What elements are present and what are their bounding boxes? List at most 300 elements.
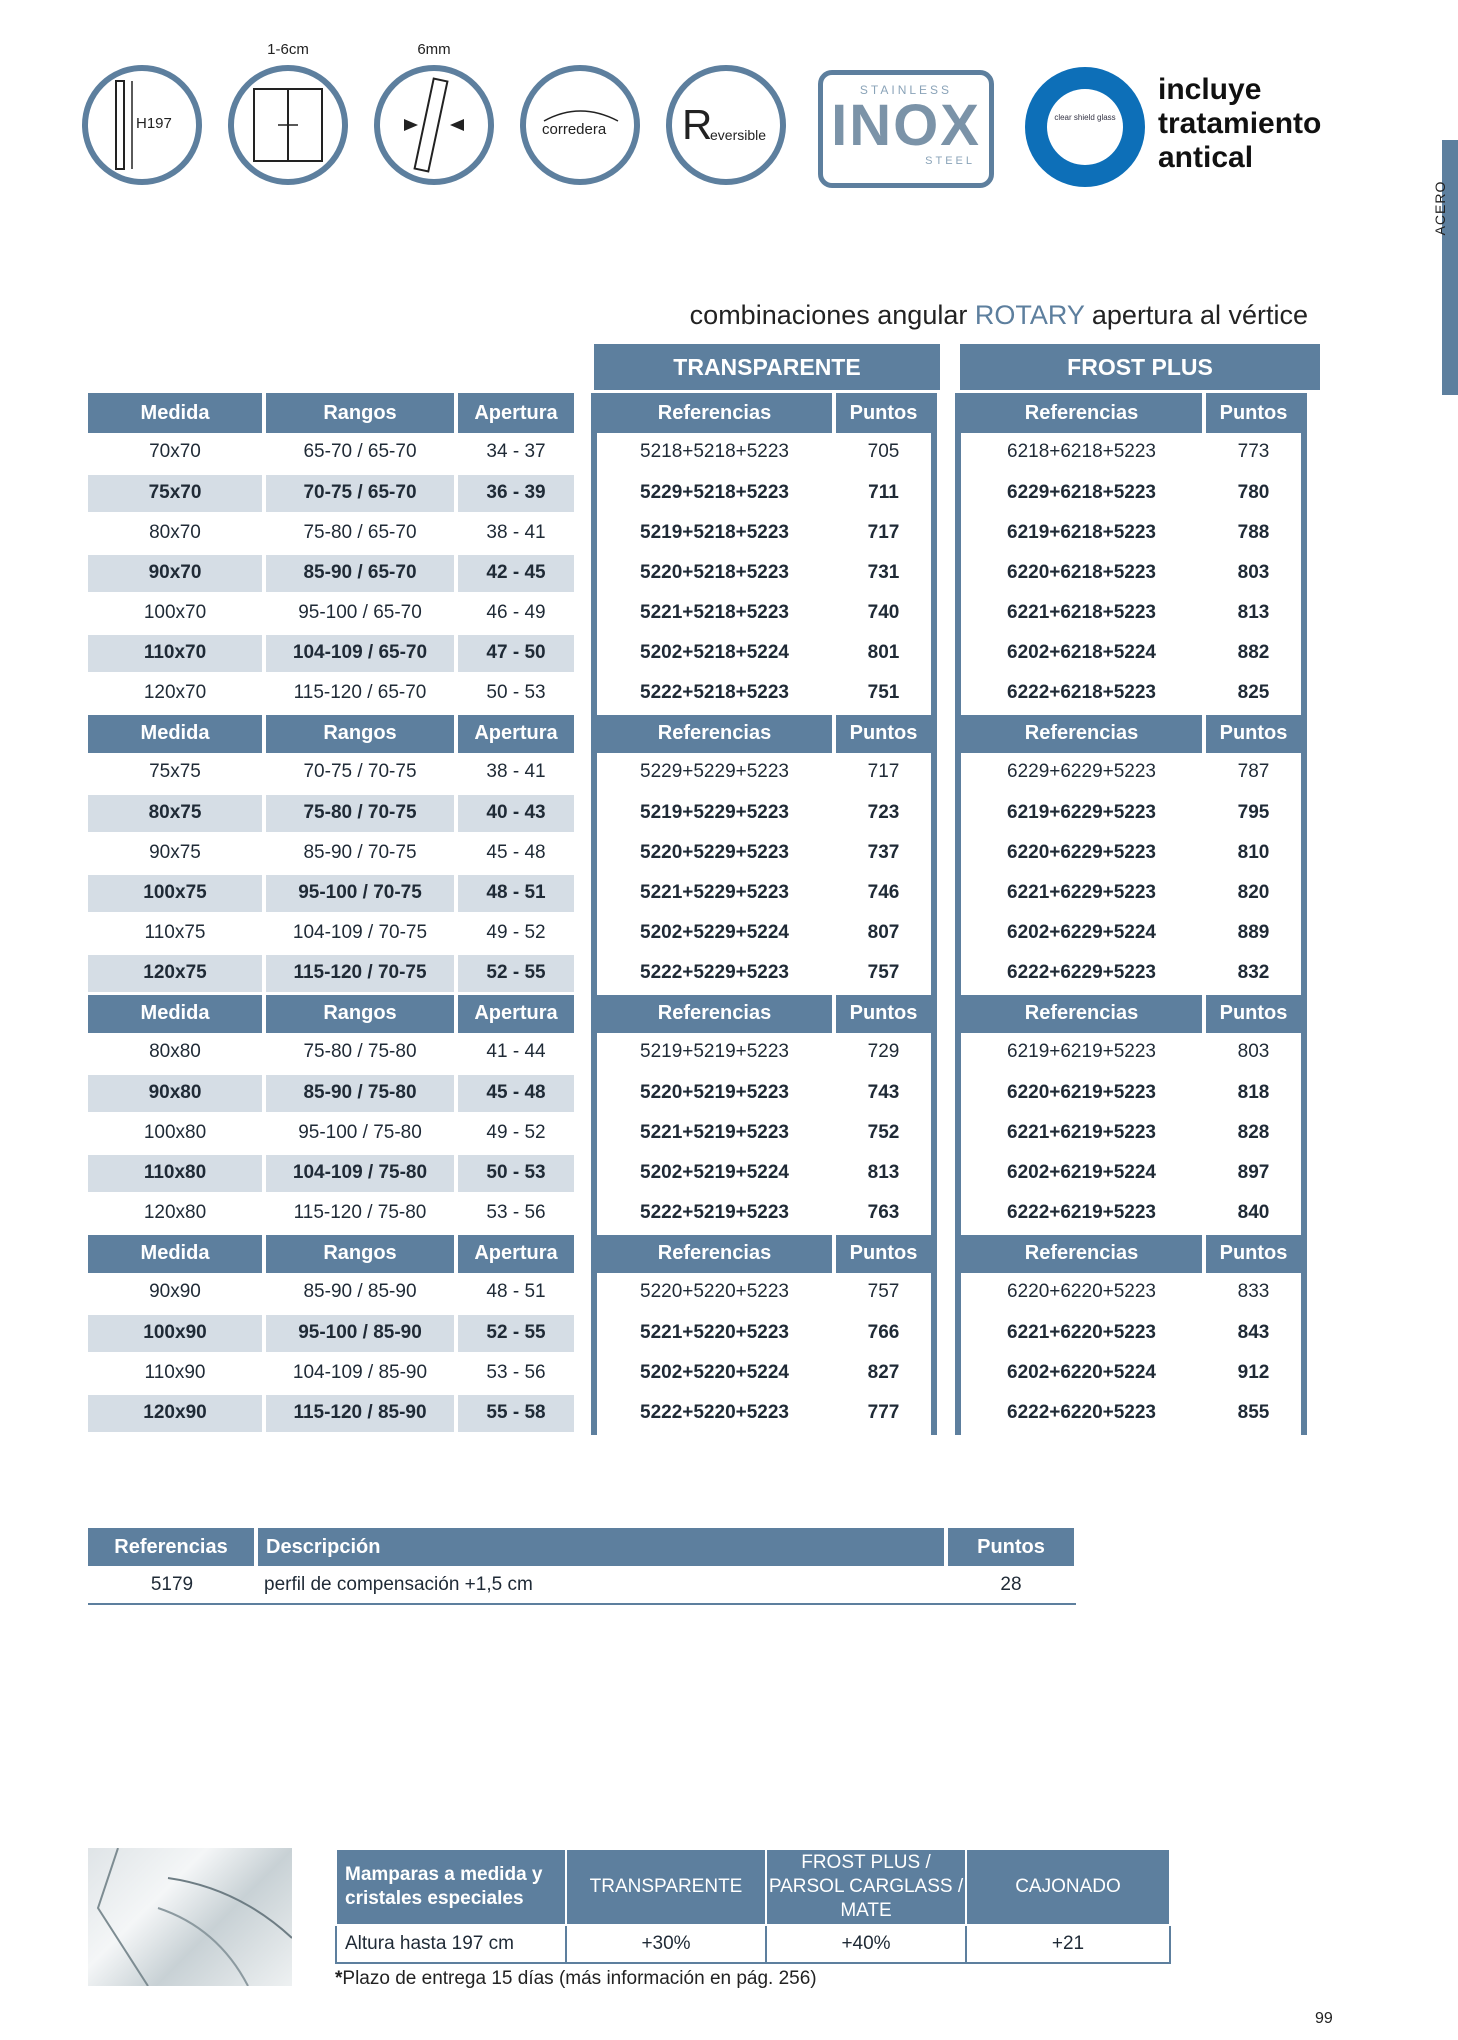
- cell-ref-frost: 6202+6220+5224: [958, 1353, 1204, 1393]
- note-text: Plazo de entrega 15 días (más información en pág. 256): [342, 1968, 817, 1989]
- cell-rangos: 95-100 / 75-80: [264, 1113, 456, 1153]
- cell-apertura: 36 - 39: [456, 473, 576, 513]
- cell-ref-transparente: 5219+5219+5223: [594, 1033, 834, 1073]
- cell-ref-frost: 6220+6220+5223: [958, 1273, 1204, 1313]
- cell-puntos-transparente: 763: [834, 1193, 934, 1233]
- cell-medida: 80x70: [88, 513, 264, 553]
- cell-puntos-transparente: 813: [834, 1153, 934, 1193]
- cell-puntos-transparente: 746: [834, 873, 934, 913]
- cell-ref-frost: 6219+6219+5223: [958, 1033, 1204, 1073]
- cell-apertura: 48 - 51: [456, 1273, 576, 1313]
- cell-rangos: 115-120 / 85-90: [264, 1393, 456, 1433]
- cell-ref-frost: 6220+6229+5223: [958, 833, 1204, 873]
- table-row: [88, 793, 1304, 833]
- spec-cell-3: +21: [966, 1925, 1170, 1963]
- cell-medida: 100x70: [88, 593, 264, 633]
- cell-apertura: 45 - 48: [456, 833, 576, 873]
- column-gap: [576, 1393, 594, 1433]
- table-row: [88, 433, 1304, 473]
- cell-puntos-frost: 803: [1204, 553, 1304, 593]
- spec-cell-1: +30%: [566, 1925, 766, 1963]
- title-highlight: ROTARY: [974, 300, 1085, 330]
- table-row: [88, 1393, 1304, 1433]
- table-row: [88, 1073, 1304, 1113]
- table-row: [88, 673, 1304, 713]
- inox-top-text: STAINLESS: [859, 83, 953, 97]
- cell-rangos: 115-120 / 65-70: [264, 673, 456, 713]
- antical-badge-icon: [1025, 67, 1145, 187]
- cell-rangos: 115-120 / 70-75: [264, 953, 456, 993]
- column-gap: [576, 1033, 594, 1073]
- cell-medida: 120x80: [88, 1193, 264, 1233]
- glass-photo-glyph: [88, 1848, 292, 1986]
- column-gap: [934, 513, 958, 553]
- column-gap: [576, 993, 594, 1033]
- cell-apertura: 55 - 58: [456, 1393, 576, 1433]
- extra-ref: 5179: [88, 1566, 256, 1604]
- column-gap: [934, 713, 958, 753]
- cell-ref-frost: 6219+6218+5223: [958, 513, 1204, 553]
- column-gap: [934, 1153, 958, 1193]
- cell-puntos-frost: 832: [1204, 953, 1304, 993]
- table-row: [88, 1193, 1304, 1233]
- antical-line-1: incluye: [1158, 73, 1262, 106]
- cell-puntos-transparente: 757: [834, 953, 934, 993]
- cell-apertura: 47 - 50: [456, 633, 576, 673]
- cell-puntos-frost: 810: [1204, 833, 1304, 873]
- column-gap: [576, 1233, 594, 1273]
- cell-puntos-frost: 820: [1204, 873, 1304, 913]
- cell-ref-transparente: 5221+5218+5223: [594, 593, 834, 633]
- cell-medida: 110x75: [88, 913, 264, 953]
- cell-ref-transparente: 5202+5229+5224: [594, 913, 834, 953]
- cell-medida: 70x70: [88, 433, 264, 473]
- column-gap: [576, 1353, 594, 1393]
- extra-header-points: Puntos: [946, 1528, 1076, 1566]
- header-puntos-transparente: Puntos: [834, 993, 934, 1033]
- cell-puntos-frost: 897: [1204, 1153, 1304, 1193]
- cell-apertura: 50 - 53: [456, 1153, 576, 1193]
- sliding-icon: [520, 65, 640, 185]
- title-suffix: apertura al vértice: [1084, 300, 1308, 330]
- cell-ref-transparente: 5220+5219+5223: [594, 1073, 834, 1113]
- title-prefix: combinaciones angular: [689, 300, 975, 330]
- cell-rangos: 95-100 / 70-75: [264, 873, 456, 913]
- panel-range-glyph: [234, 71, 342, 179]
- spec-header-1: TRANSPARENTE: [566, 1849, 766, 1925]
- product-photo: [88, 1848, 292, 1986]
- antical-line-3: antical: [1158, 141, 1254, 174]
- extra-header-ref: Referencias: [88, 1528, 256, 1566]
- cell-puntos-frost: 825: [1204, 673, 1304, 713]
- header-puntos-frost: Puntos: [1204, 993, 1304, 1033]
- cell-medida: 90x75: [88, 833, 264, 873]
- column-gap: [934, 593, 958, 633]
- column-gap: [934, 1113, 958, 1153]
- cell-ref-frost: 6222+6229+5223: [958, 953, 1204, 993]
- cell-ref-frost: 6222+6219+5223: [958, 1193, 1204, 1233]
- header-puntos-transparente: Puntos: [834, 1233, 934, 1273]
- column-gap: [576, 1193, 594, 1233]
- cell-ref-transparente: 5221+5229+5223: [594, 873, 834, 913]
- cell-puntos-frost: 840: [1204, 1193, 1304, 1233]
- glass-thickness-icon: [374, 41, 494, 185]
- range-icon: [228, 41, 348, 185]
- cell-puntos-transparente: 751: [834, 673, 934, 713]
- cell-rangos: 104-109 / 70-75: [264, 913, 456, 953]
- column-gap: [934, 473, 958, 513]
- cell-rangos: 95-100 / 85-90: [264, 1313, 456, 1353]
- cell-ref-frost: 6229+6218+5223: [958, 473, 1204, 513]
- table-row: [88, 953, 1304, 993]
- column-gap: [934, 793, 958, 833]
- cell-rangos: 85-90 / 75-80: [264, 1073, 456, 1113]
- inox-main-text: INOX: [831, 93, 981, 158]
- extra-points: 28: [946, 1566, 1076, 1604]
- cell-apertura: 52 - 55: [456, 953, 576, 993]
- cell-apertura: 49 - 52: [456, 1113, 576, 1153]
- cell-medida: 110x80: [88, 1153, 264, 1193]
- column-gap: [934, 1313, 958, 1353]
- cell-puntos-transparente: 731: [834, 553, 934, 593]
- cell-ref-transparente: 5219+5218+5223: [594, 513, 834, 553]
- cell-ref-frost: 6220+6219+5223: [958, 1073, 1204, 1113]
- cell-apertura: 40 - 43: [456, 793, 576, 833]
- column-gap: [934, 673, 958, 713]
- cell-puntos-transparente: 711: [834, 473, 934, 513]
- column-gap: [934, 553, 958, 593]
- cell-puntos-frost: 787: [1204, 753, 1304, 793]
- cell-ref-transparente: 5229+5218+5223: [594, 473, 834, 513]
- reversible-label: eversible: [710, 127, 767, 143]
- column-gap: [934, 393, 958, 433]
- cell-rangos: 104-109 / 65-70: [264, 633, 456, 673]
- table-row: [88, 1033, 1304, 1073]
- cell-rangos: 70-75 / 65-70: [264, 473, 456, 513]
- extra-desc: perfil de compensación +1,5 cm: [256, 1566, 946, 1604]
- cell-puntos-frost: 773: [1204, 433, 1304, 473]
- cell-rangos: 75-80 / 65-70: [264, 513, 456, 553]
- cell-ref-frost: 6219+6229+5223: [958, 793, 1204, 833]
- header-referencias-transparente: Referencias: [594, 393, 834, 433]
- header-apertura: Apertura: [456, 393, 576, 433]
- cell-rangos: 85-90 / 85-90: [264, 1273, 456, 1313]
- cell-puntos-transparente: 740: [834, 593, 934, 633]
- note-star: *: [335, 1968, 343, 1989]
- header-referencias-transparente: Referencias: [594, 993, 834, 1033]
- side-tab-label: ACERO: [1432, 180, 1448, 236]
- cell-ref-frost: 6229+6229+5223: [958, 753, 1204, 793]
- cell-puntos-frost: 833: [1204, 1273, 1304, 1313]
- cell-medida: 120x70: [88, 673, 264, 713]
- section-title: [690, 300, 1308, 331]
- column-gap: [934, 1033, 958, 1073]
- cell-ref-frost: 6221+6220+5223: [958, 1313, 1204, 1353]
- column-gap: [934, 633, 958, 673]
- cell-puntos-transparente: 807: [834, 913, 934, 953]
- cell-medida: 110x70: [88, 633, 264, 673]
- column-gap: [934, 833, 958, 873]
- column-gap: [934, 1273, 958, 1313]
- cell-puntos-frost: 818: [1204, 1073, 1304, 1113]
- cell-medida: 100x80: [88, 1113, 264, 1153]
- range-label: 1-6cm: [267, 41, 309, 58]
- header-referencias-frost: Referencias: [958, 993, 1204, 1033]
- header-puntos-frost: Puntos: [1204, 393, 1304, 433]
- cell-puntos-transparente: 827: [834, 1353, 934, 1393]
- inox-badge: [818, 70, 994, 188]
- glass-label: 6mm: [417, 41, 451, 58]
- cell-apertura: 41 - 44: [456, 1033, 576, 1073]
- cell-puntos-frost: 828: [1204, 1113, 1304, 1153]
- column-gap: [576, 393, 594, 433]
- cell-puntos-frost: 855: [1204, 1393, 1304, 1433]
- cell-puntos-transparente: 723: [834, 793, 934, 833]
- reversible-initial: R: [682, 101, 713, 148]
- header-referencias-transparente: Referencias: [594, 1233, 834, 1273]
- column-gap: [576, 473, 594, 513]
- column-gap: [934, 433, 958, 473]
- cell-ref-transparente: 5222+5220+5223: [594, 1393, 834, 1433]
- column-gap: [934, 1353, 958, 1393]
- table-header-row: [88, 993, 1304, 1033]
- spec-header-2: FROST PLUS / PARSOL CARGLASS / MATE: [766, 1849, 966, 1925]
- cell-puntos-transparente: 777: [834, 1393, 934, 1433]
- cell-medida: 110x90: [88, 1353, 264, 1393]
- column-gap: [576, 873, 594, 913]
- column-gap: [576, 633, 594, 673]
- table-row: [88, 1153, 1304, 1193]
- cell-apertura: 46 - 49: [456, 593, 576, 633]
- table-row: [88, 473, 1304, 513]
- column-gap: [934, 1233, 958, 1273]
- header-medida: Medida: [88, 713, 264, 753]
- sliding-label: corredera: [542, 121, 607, 138]
- cell-ref-transparente: 5202+5220+5224: [594, 1353, 834, 1393]
- header-referencias-transparente: Referencias: [594, 713, 834, 753]
- column-gap: [934, 993, 958, 1033]
- cell-puntos-transparente: 717: [834, 513, 934, 553]
- column-gap: [576, 1073, 594, 1113]
- cell-puntos-transparente: 757: [834, 1273, 934, 1313]
- header-apertura: Apertura: [456, 1233, 576, 1273]
- cell-puntos-frost: 795: [1204, 793, 1304, 833]
- table-header-row: [88, 713, 1304, 753]
- table-header-row: [88, 1233, 1304, 1273]
- column-gap: [576, 913, 594, 953]
- cell-puntos-transparente: 729: [834, 1033, 934, 1073]
- cell-apertura: 53 - 56: [456, 1193, 576, 1233]
- header-medida: Medida: [88, 393, 264, 433]
- accessories-table: [88, 1528, 1078, 1605]
- delivery-note: [335, 1968, 817, 1990]
- cell-ref-transparente: 5219+5229+5223: [594, 793, 834, 833]
- table-row: [88, 553, 1304, 593]
- column-gap: [576, 713, 594, 753]
- cell-medida: 90x80: [88, 1073, 264, 1113]
- page-number: 99: [1315, 2010, 1333, 2027]
- cell-puntos-transparente: 766: [834, 1313, 934, 1353]
- column-gap: [934, 753, 958, 793]
- height-icon: [82, 65, 202, 185]
- height-label: H197: [136, 115, 172, 132]
- cell-rangos: 104-109 / 75-80: [264, 1153, 456, 1193]
- table-row: [88, 913, 1304, 953]
- table-row: [88, 1313, 1304, 1353]
- cell-apertura: 49 - 52: [456, 913, 576, 953]
- column-gap: [934, 873, 958, 913]
- column-gap: [576, 593, 594, 633]
- cell-ref-frost: 6221+6218+5223: [958, 593, 1204, 633]
- custom-size-table: [335, 1848, 1171, 1964]
- header-rangos: Rangos: [264, 1233, 456, 1273]
- cell-ref-frost: 6202+6229+5224: [958, 913, 1204, 953]
- cell-apertura: 52 - 55: [456, 1313, 576, 1353]
- table-row: [88, 513, 1304, 553]
- column-gap: [934, 1393, 958, 1433]
- cell-puntos-frost: 813: [1204, 593, 1304, 633]
- cell-puntos-transparente: 737: [834, 833, 934, 873]
- cell-ref-transparente: 5220+5220+5223: [594, 1273, 834, 1313]
- cell-ref-frost: 6222+6218+5223: [958, 673, 1204, 713]
- cell-medida: 80x80: [88, 1033, 264, 1073]
- cell-ref-transparente: 5202+5218+5224: [594, 633, 834, 673]
- cell-puntos-frost: 882: [1204, 633, 1304, 673]
- cell-medida: 120x75: [88, 953, 264, 993]
- cell-rangos: 75-80 / 70-75: [264, 793, 456, 833]
- header-rangos: Rangos: [264, 993, 456, 1033]
- header-medida: Medida: [88, 993, 264, 1033]
- column-gap: [576, 953, 594, 993]
- cell-rangos: 115-120 / 75-80: [264, 1193, 456, 1233]
- column-gap: [576, 753, 594, 793]
- cell-ref-transparente: 5222+5219+5223: [594, 1193, 834, 1233]
- spec-header-0: Mamparas a medida y cristales especiales: [336, 1849, 566, 1925]
- cell-medida: 90x90: [88, 1273, 264, 1313]
- table-row: [88, 1353, 1304, 1393]
- column-gap: [934, 1073, 958, 1113]
- cell-puntos-frost: 843: [1204, 1313, 1304, 1353]
- cell-apertura: 50 - 53: [456, 673, 576, 713]
- cell-apertura: 38 - 41: [456, 513, 576, 553]
- header-puntos-frost: Puntos: [1204, 1233, 1304, 1273]
- cell-puntos-frost: 780: [1204, 473, 1304, 513]
- table-row: [88, 633, 1304, 673]
- cell-ref-transparente: 5221+5220+5223: [594, 1313, 834, 1353]
- cell-medida: 100x75: [88, 873, 264, 913]
- column-gap: [576, 553, 594, 593]
- cell-ref-frost: 6202+6218+5224: [958, 633, 1204, 673]
- cell-ref-frost: 6221+6219+5223: [958, 1113, 1204, 1153]
- cell-ref-transparente: 5221+5219+5223: [594, 1113, 834, 1153]
- cell-ref-transparente: 5222+5229+5223: [594, 953, 834, 993]
- column-gap: [576, 1313, 594, 1353]
- table-header-row: [88, 393, 1304, 433]
- table-row: [88, 873, 1304, 913]
- cell-ref-frost: 6222+6220+5223: [958, 1393, 1204, 1433]
- header-rangos: Rangos: [264, 393, 456, 433]
- column-gap: [934, 1193, 958, 1233]
- header-rangos: Rangos: [264, 713, 456, 753]
- cell-ref-transparente: 5218+5218+5223: [594, 433, 834, 473]
- cell-rangos: 75-80 / 75-80: [264, 1033, 456, 1073]
- table-row: [88, 753, 1304, 793]
- spec-cell-0: Altura hasta 197 cm: [336, 1925, 566, 1963]
- antical-text: [1158, 73, 1321, 175]
- cell-apertura: 34 - 37: [456, 433, 576, 473]
- header-apertura: Apertura: [456, 713, 576, 753]
- cell-ref-frost: 6221+6229+5223: [958, 873, 1204, 913]
- cell-ref-frost: 6220+6218+5223: [958, 553, 1204, 593]
- header-referencias-frost: Referencias: [958, 713, 1204, 753]
- extra-header-desc: Descripción: [256, 1528, 946, 1566]
- header-puntos-transparente: Puntos: [834, 713, 934, 753]
- cell-puntos-transparente: 752: [834, 1113, 934, 1153]
- header-referencias-frost: Referencias: [958, 1233, 1204, 1273]
- column-gap: [576, 1113, 594, 1153]
- cell-apertura: 42 - 45: [456, 553, 576, 593]
- table-row: [88, 593, 1304, 633]
- table-row: [88, 1273, 1304, 1313]
- header-apertura: Apertura: [456, 993, 576, 1033]
- column-gap: [576, 793, 594, 833]
- cell-apertura: 53 - 56: [456, 1353, 576, 1393]
- header-referencias-frost: Referencias: [958, 393, 1204, 433]
- cell-ref-frost: 6202+6219+5224: [958, 1153, 1204, 1193]
- cell-ref-transparente: 5220+5218+5223: [594, 553, 834, 593]
- reversible-icon: [666, 65, 786, 185]
- cell-puntos-transparente: 705: [834, 433, 934, 473]
- cell-ref-transparente: 5222+5218+5223: [594, 673, 834, 713]
- group-header-transparente: TRANSPARENTE: [594, 344, 940, 390]
- column-gap: [576, 833, 594, 873]
- cell-rangos: 85-90 / 65-70: [264, 553, 456, 593]
- cell-ref-frost: 6218+6218+5223: [958, 433, 1204, 473]
- table-row: [88, 1113, 1304, 1153]
- cell-rangos: 85-90 / 70-75: [264, 833, 456, 873]
- column-gap: [576, 1273, 594, 1313]
- column-gap: [576, 513, 594, 553]
- combinations-table: [88, 393, 1307, 1435]
- cell-puntos-transparente: 801: [834, 633, 934, 673]
- cell-puntos-frost: 912: [1204, 1353, 1304, 1393]
- glass-glyph: [380, 71, 488, 179]
- cell-rangos: 65-70 / 65-70: [264, 433, 456, 473]
- cell-puntos-transparente: 743: [834, 1073, 934, 1113]
- cell-ref-transparente: 5229+5229+5223: [594, 753, 834, 793]
- column-gap: [576, 433, 594, 473]
- column-gap: [576, 673, 594, 713]
- spec-cell-2: +40%: [766, 1925, 966, 1963]
- header-puntos-frost: Puntos: [1204, 713, 1304, 753]
- header-medida: Medida: [88, 1233, 264, 1273]
- antical-badge-text: clear shield glass: [1047, 89, 1123, 165]
- column-gap: [576, 1153, 594, 1193]
- cell-ref-transparente: 5202+5219+5224: [594, 1153, 834, 1193]
- cell-medida: 75x70: [88, 473, 264, 513]
- cell-medida: 75x75: [88, 753, 264, 793]
- cell-puntos-frost: 889: [1204, 913, 1304, 953]
- cell-medida: 80x75: [88, 793, 264, 833]
- cell-apertura: 48 - 51: [456, 873, 576, 913]
- cell-puntos-frost: 803: [1204, 1033, 1304, 1073]
- cell-rangos: 95-100 / 65-70: [264, 593, 456, 633]
- cell-rangos: 70-75 / 70-75: [264, 753, 456, 793]
- cell-puntos-transparente: 717: [834, 753, 934, 793]
- cell-apertura: 45 - 48: [456, 1073, 576, 1113]
- group-header-frost: FROST PLUS: [960, 344, 1320, 390]
- feature-icons: [80, 41, 1330, 205]
